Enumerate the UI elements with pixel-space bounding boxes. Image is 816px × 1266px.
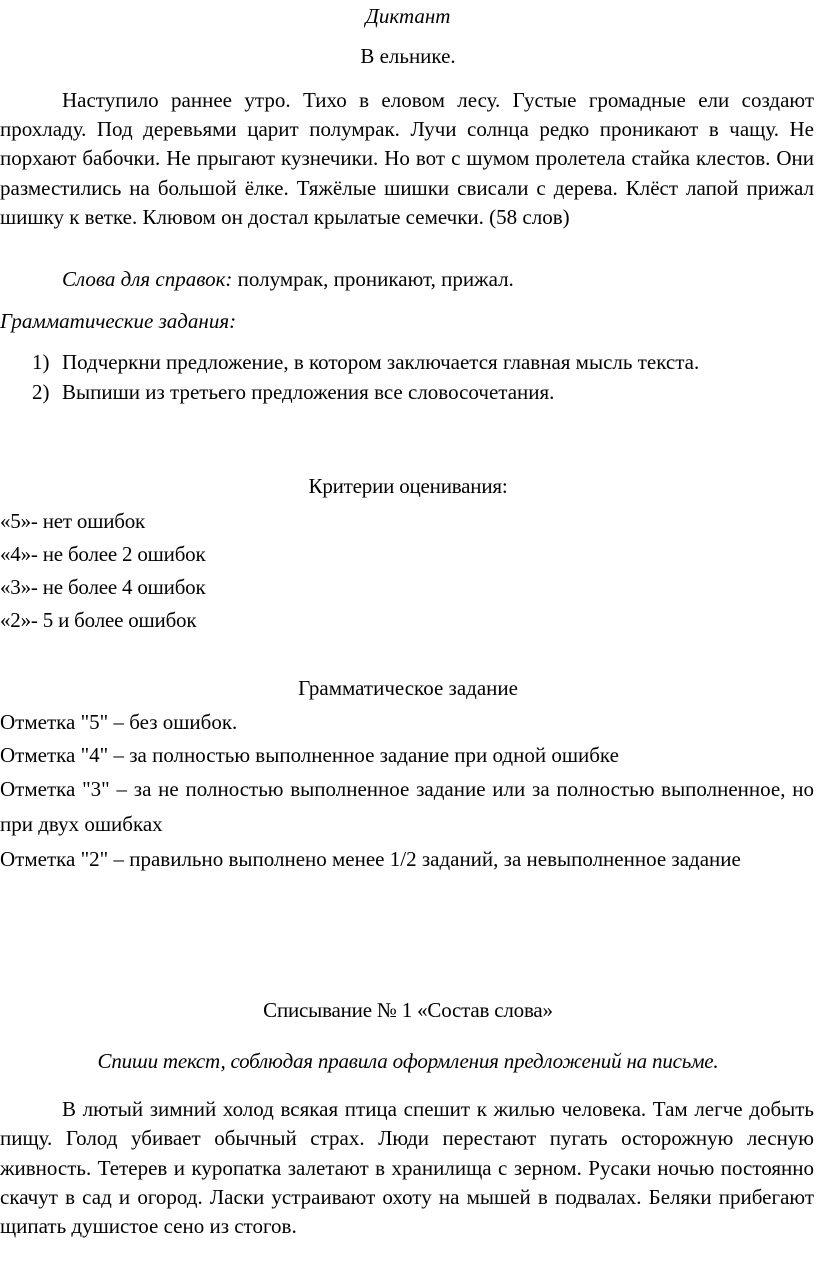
criteria-list xyxy=(0,505,600,637)
dictation-label: Диктант xyxy=(365,4,451,28)
copying-instruction: Спиши текст, соблюдая правила оформления предложений на письме. xyxy=(97,1049,719,1073)
copying-title: Списывание № 1 «Состав слова» xyxy=(263,998,553,1022)
list-item-number: 1) xyxy=(32,350,50,374)
grammar-task-title: Грамматическое задание xyxy=(298,676,518,700)
reference-words: полумрак, проникают, прижал. xyxy=(232,267,514,291)
list-item-text: Подчеркни предложение, в котором заключается главная мысль текста. xyxy=(62,350,700,374)
criteria-title: Критерии оценивания: xyxy=(308,474,508,498)
grammar-marks xyxy=(0,706,814,877)
mark-item: Отметка "4" – за полностью выполненное задание при одной ошибке xyxy=(0,743,619,767)
mark-item: Отметка "2" – правильно выполнено менее 1/2 заданий, за невыполненное задание xyxy=(0,847,741,871)
grammar-tasks-label: Грамматические задания: xyxy=(0,309,237,333)
dictation-title: В ельнике. xyxy=(360,44,456,68)
list-item xyxy=(32,377,814,407)
criteria-item: «4»- не более 2 ошибок xyxy=(0,542,206,566)
dictation-text: Наступило раннее утро. Тихо в еловом лесу. Густые громадные ели создают прохладу. Под деревьями царит полумрак. Лучи солнца редко проникают в чащу. Не порхают бабочки. Не прыгают кузнечики. Но вот с шумом пролетела стайка клестов. Они разместились на большой ёлке. Тяжёлые шишки свисали с дерева. Клёст лапой прижал шишку к ветке. Клювом он достал крылатые семечки. (58 слов) xyxy=(0,88,814,229)
reference-label: Слова для справок: xyxy=(62,267,233,291)
criteria-item: «2»- 5 и более ошибок xyxy=(0,608,197,632)
list-item xyxy=(32,347,814,377)
grammar-task-list xyxy=(32,347,814,407)
reference-line xyxy=(62,265,812,293)
criteria-item: «5»- нет ошибок xyxy=(0,509,146,533)
mark-item: Отметка "5" – без ошибок. xyxy=(0,710,238,734)
list-item-number: 2) xyxy=(32,380,50,404)
criteria-item: «3»- не более 4 ошибок xyxy=(0,575,206,599)
list-item-text: Выпиши из третьего предложения все словосочетания. xyxy=(62,380,555,404)
mark-item: Отметка "3" – за не полностью выполненное задание или за полностью выполненное, но при двух ошибках xyxy=(0,777,814,836)
copying-text: В лютый зимний холод всякая птица спешит к жилью человека. Там легче добыть пищу. Голод убивает обычный страх. Люди перестают пугать осторожную лесную живность. Тетерев и куропатка залетают в хранилища с зерном. Русаки ночью постоянно скачут в сад и огород. Ласки устраивают охоту на мышей в подвалах. Беляки прибегают щипать душистое сено из стогов. xyxy=(0,1097,814,1239)
